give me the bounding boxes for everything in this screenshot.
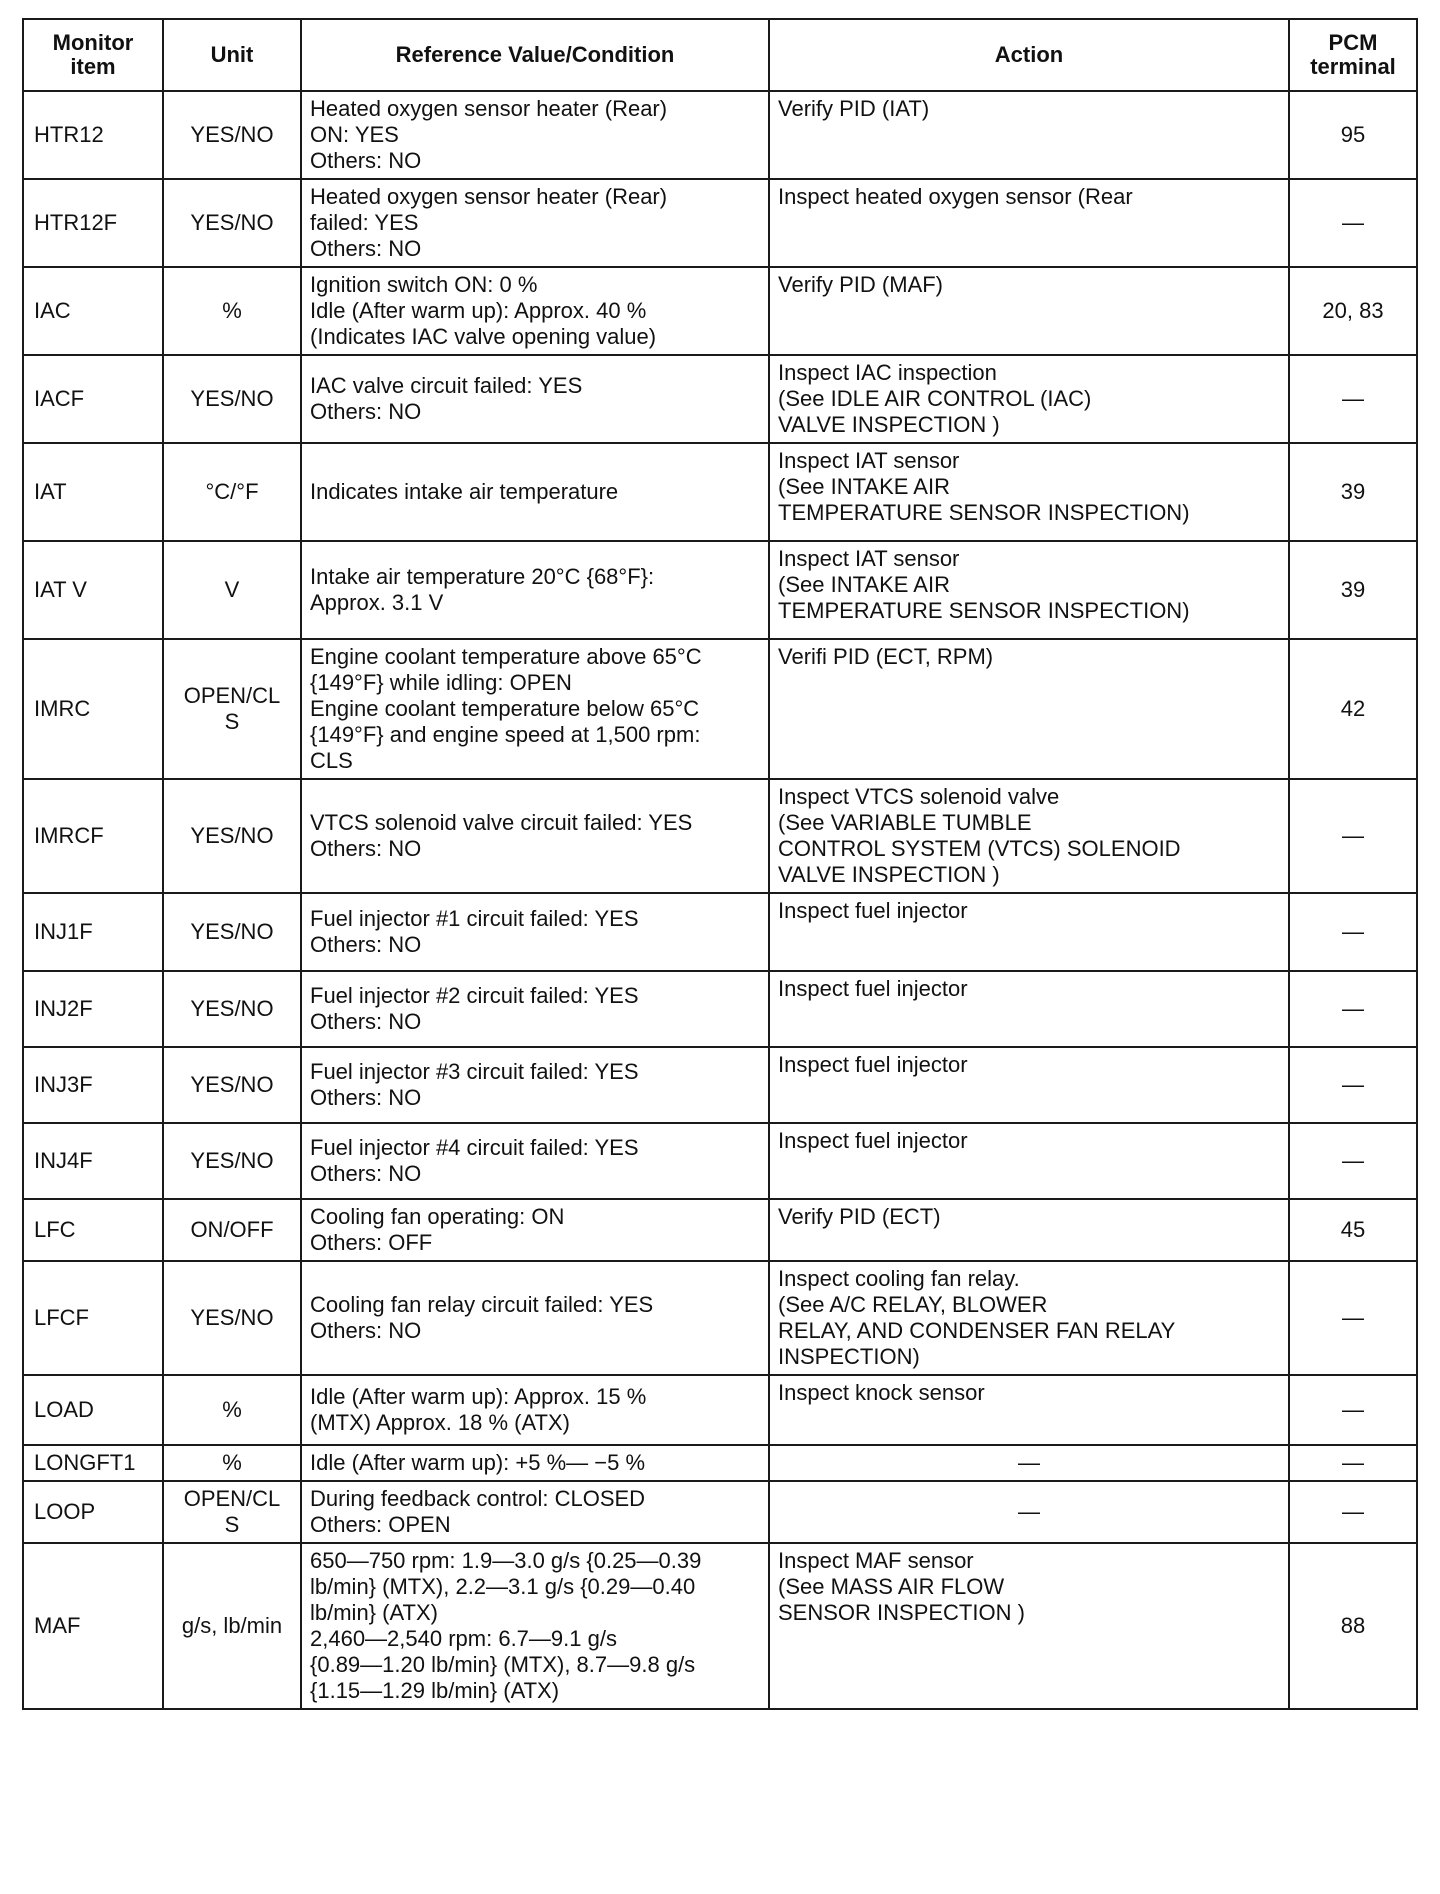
table-row bbox=[23, 1445, 1417, 1481]
table-body bbox=[23, 91, 1417, 1709]
cell-reference: Cooling fan relay circuit failed: YES Others: NO bbox=[301, 1261, 769, 1375]
cell-pcm-terminal: — bbox=[1289, 355, 1417, 443]
cell-pcm-terminal: 39 bbox=[1289, 443, 1417, 541]
cell-unit: % bbox=[163, 1375, 301, 1445]
cell-action: Verifi PID (ECT, RPM) bbox=[769, 639, 1289, 779]
table-row bbox=[23, 1481, 1417, 1543]
table-row bbox=[23, 1543, 1417, 1709]
cell-reference: Idle (After warm up): Approx. 15 % (MTX) Approx. 18 % (ATX) bbox=[301, 1375, 769, 1445]
cell-action: Inspect MAF sensor (See MASS AIR FLOW SENSOR INSPECTION ) bbox=[769, 1543, 1289, 1709]
cell-monitor-item: LOOP bbox=[23, 1481, 163, 1543]
cell-action: — bbox=[769, 1481, 1289, 1543]
table-row bbox=[23, 179, 1417, 267]
table-row bbox=[23, 267, 1417, 355]
table-row bbox=[23, 639, 1417, 779]
header-unit: Unit bbox=[163, 19, 301, 91]
cell-pcm-terminal: — bbox=[1289, 1123, 1417, 1199]
cell-action: Verify PID (MAF) bbox=[769, 267, 1289, 355]
cell-reference: Indicates intake air temperature bbox=[301, 443, 769, 541]
table-row bbox=[23, 971, 1417, 1047]
table-row bbox=[23, 1375, 1417, 1445]
cell-unit: YES/NO bbox=[163, 1123, 301, 1199]
cell-monitor-item: IAC bbox=[23, 267, 163, 355]
cell-action: Inspect IAT sensor (See INTAKE AIR TEMPERATURE SENSOR INSPECTION) bbox=[769, 541, 1289, 639]
cell-unit: OPEN/CL S bbox=[163, 639, 301, 779]
cell-pcm-terminal: — bbox=[1289, 1445, 1417, 1481]
cell-unit: YES/NO bbox=[163, 355, 301, 443]
cell-pcm-terminal: — bbox=[1289, 779, 1417, 893]
cell-monitor-item: IACF bbox=[23, 355, 163, 443]
cell-reference: Fuel injector #1 circuit failed: YES Others: NO bbox=[301, 893, 769, 971]
cell-monitor-item: INJ2F bbox=[23, 971, 163, 1047]
cell-reference: Engine coolant temperature above 65°C {149°F} while idling: OPEN Engine coolant temperature below 65°C {149°F} and engine speed at 1,500 rpm: CLS bbox=[301, 639, 769, 779]
cell-monitor-item: HTR12F bbox=[23, 179, 163, 267]
monitor-item-table-page bbox=[22, 18, 1416, 1710]
cell-monitor-item: LONGFT1 bbox=[23, 1445, 163, 1481]
cell-pcm-terminal: 45 bbox=[1289, 1199, 1417, 1261]
table-row bbox=[23, 1123, 1417, 1199]
cell-reference: VTCS solenoid valve circuit failed: YES Others: NO bbox=[301, 779, 769, 893]
cell-reference: Ignition switch ON: 0 % Idle (After warm up): Approx. 40 % (Indicates IAC valve opening value) bbox=[301, 267, 769, 355]
cell-reference: Heated oxygen sensor heater (Rear) ON: YES Others: NO bbox=[301, 91, 769, 179]
cell-action: Inspect knock sensor bbox=[769, 1375, 1289, 1445]
cell-action: Inspect IAT sensor (See INTAKE AIR TEMPERATURE SENSOR INSPECTION) bbox=[769, 443, 1289, 541]
cell-monitor-item: LOAD bbox=[23, 1375, 163, 1445]
table-row bbox=[23, 1261, 1417, 1375]
cell-pcm-terminal: — bbox=[1289, 1261, 1417, 1375]
cell-action: Inspect fuel injector bbox=[769, 893, 1289, 971]
monitor-item-table bbox=[22, 18, 1418, 1710]
cell-unit: % bbox=[163, 1445, 301, 1481]
cell-pcm-terminal: — bbox=[1289, 893, 1417, 971]
cell-action: Inspect fuel injector bbox=[769, 1123, 1289, 1199]
cell-monitor-item: INJ4F bbox=[23, 1123, 163, 1199]
cell-monitor-item: MAF bbox=[23, 1543, 163, 1709]
cell-monitor-item: INJ1F bbox=[23, 893, 163, 971]
cell-monitor-item: HTR12 bbox=[23, 91, 163, 179]
table-row bbox=[23, 1047, 1417, 1123]
cell-action: Verify PID (IAT) bbox=[769, 91, 1289, 179]
cell-unit: YES/NO bbox=[163, 893, 301, 971]
cell-action: Inspect cooling fan relay. (See A/C RELAY, BLOWER RELAY, AND CONDENSER FAN RELAY INSPECTION) bbox=[769, 1261, 1289, 1375]
cell-reference: Heated oxygen sensor heater (Rear) failed: YES Others: NO bbox=[301, 179, 769, 267]
table-row bbox=[23, 443, 1417, 541]
cell-pcm-terminal: 95 bbox=[1289, 91, 1417, 179]
cell-reference: Intake air temperature 20°C {68°F}: Approx. 3.1 V bbox=[301, 541, 769, 639]
cell-unit: YES/NO bbox=[163, 971, 301, 1047]
header-action: Action bbox=[769, 19, 1289, 91]
cell-monitor-item: IAT V bbox=[23, 541, 163, 639]
table-header bbox=[23, 19, 1417, 91]
header-monitor-item: Monitor item bbox=[23, 19, 163, 91]
cell-pcm-terminal: — bbox=[1289, 971, 1417, 1047]
cell-reference: 650—750 rpm: 1.9—3.0 g/s {0.25—0.39 lb/min} (MTX), 2.2—3.1 g/s {0.29—0.40 lb/min} (ATX) 2,460—2,540 rpm: 6.7—9.1 g/s {0.89—1.20 lb/min} (MTX), 8.7—9.8 g/s {1.15—1.29 lb/min} (ATX) bbox=[301, 1543, 769, 1709]
header-reference: Reference Value/Condition bbox=[301, 19, 769, 91]
cell-unit: YES/NO bbox=[163, 1261, 301, 1375]
cell-pcm-terminal: 20, 83 bbox=[1289, 267, 1417, 355]
cell-unit: % bbox=[163, 267, 301, 355]
cell-pcm-terminal: — bbox=[1289, 1481, 1417, 1543]
cell-reference: Fuel injector #3 circuit failed: YES Others: NO bbox=[301, 1047, 769, 1123]
table-row bbox=[23, 355, 1417, 443]
cell-pcm-terminal: — bbox=[1289, 179, 1417, 267]
cell-pcm-terminal: 42 bbox=[1289, 639, 1417, 779]
cell-unit: V bbox=[163, 541, 301, 639]
table-row bbox=[23, 779, 1417, 893]
cell-action: Inspect VTCS solenoid valve (See VARIABLE TUMBLE CONTROL SYSTEM (VTCS) SOLENOID VALVE INSPECTION ) bbox=[769, 779, 1289, 893]
cell-monitor-item: IMRC bbox=[23, 639, 163, 779]
cell-unit: YES/NO bbox=[163, 1047, 301, 1123]
cell-monitor-item: INJ3F bbox=[23, 1047, 163, 1123]
cell-action: Inspect fuel injector bbox=[769, 1047, 1289, 1123]
cell-action: Inspect IAC inspection (See IDLE AIR CONTROL (IAC) VALVE INSPECTION ) bbox=[769, 355, 1289, 443]
cell-monitor-item: LFC bbox=[23, 1199, 163, 1261]
cell-action: Inspect fuel injector bbox=[769, 971, 1289, 1047]
cell-action: — bbox=[769, 1445, 1289, 1481]
cell-monitor-item: LFCF bbox=[23, 1261, 163, 1375]
cell-pcm-terminal: — bbox=[1289, 1375, 1417, 1445]
cell-monitor-item: IMRCF bbox=[23, 779, 163, 893]
cell-reference: Fuel injector #2 circuit failed: YES Others: NO bbox=[301, 971, 769, 1047]
cell-unit: °C/°F bbox=[163, 443, 301, 541]
cell-unit: YES/NO bbox=[163, 779, 301, 893]
table-row bbox=[23, 91, 1417, 179]
table-row bbox=[23, 893, 1417, 971]
cell-unit: g/s, lb/min bbox=[163, 1543, 301, 1709]
cell-reference: IAC valve circuit failed: YES Others: NO bbox=[301, 355, 769, 443]
cell-unit: OPEN/CL S bbox=[163, 1481, 301, 1543]
cell-reference: Idle (After warm up): +5 %— −5 % bbox=[301, 1445, 769, 1481]
cell-reference: Fuel injector #4 circuit failed: YES Others: NO bbox=[301, 1123, 769, 1199]
cell-pcm-terminal: — bbox=[1289, 1047, 1417, 1123]
cell-monitor-item: IAT bbox=[23, 443, 163, 541]
cell-pcm-terminal: 39 bbox=[1289, 541, 1417, 639]
header-pcm-terminal: PCM terminal bbox=[1289, 19, 1417, 91]
header-row bbox=[23, 19, 1417, 91]
table-row bbox=[23, 1199, 1417, 1261]
cell-pcm-terminal: 88 bbox=[1289, 1543, 1417, 1709]
cell-action: Verify PID (ECT) bbox=[769, 1199, 1289, 1261]
cell-reference: During feedback control: CLOSED Others: OPEN bbox=[301, 1481, 769, 1543]
cell-reference: Cooling fan operating: ON Others: OFF bbox=[301, 1199, 769, 1261]
cell-unit: YES/NO bbox=[163, 179, 301, 267]
cell-action: Inspect heated oxygen sensor (Rear bbox=[769, 179, 1289, 267]
table-row bbox=[23, 541, 1417, 639]
cell-unit: YES/NO bbox=[163, 91, 301, 179]
cell-unit: ON/OFF bbox=[163, 1199, 301, 1261]
